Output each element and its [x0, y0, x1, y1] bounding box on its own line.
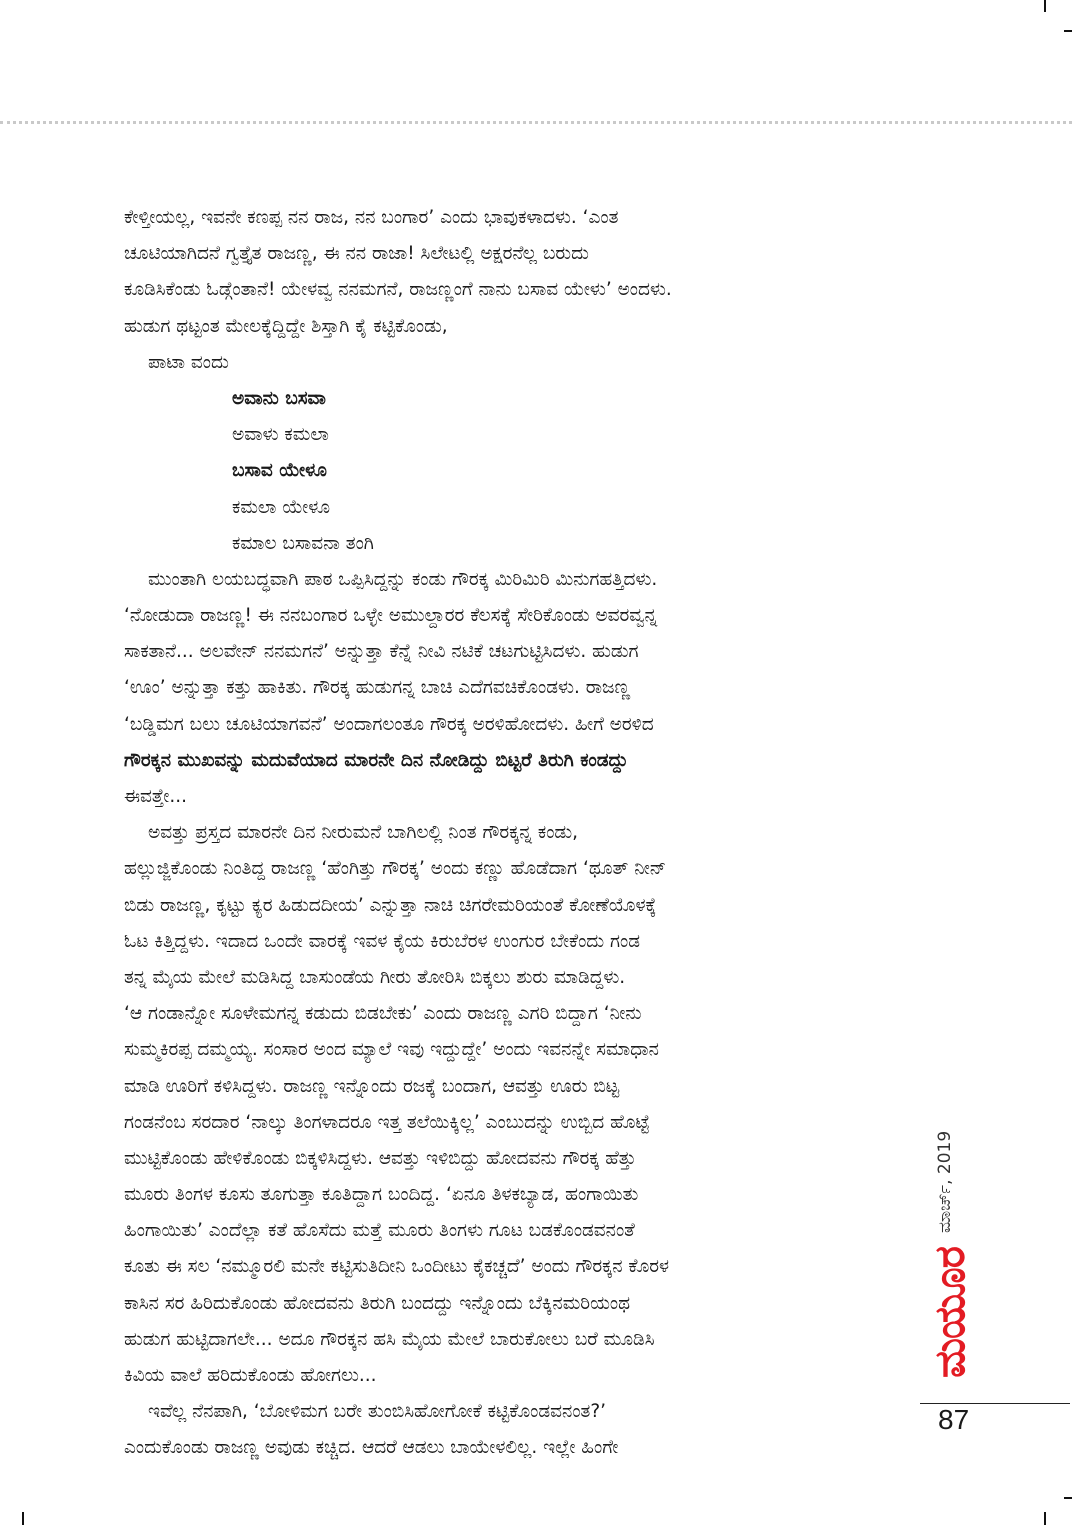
text-line: ತನ್ನ ಮೈಯ ಮೇಲೆ ಮಡಿಸಿದ್ದ ಬಾಸುಂಡೆಯ ಗೀರು ತೋರಿಸಿ ಬಿಕ್ಕಲು ಶುರು ಮಾಡಿದ್ದಳು.	[124, 966, 626, 988]
text-line: ಹಲ್ಲುಜ್ಜಿಕೊಂಡು ನಿಂತಿದ್ದ ರಾಜಣ್ಣ ‘ಹೆಂಗಿತ್ತು ಗೌರಕ್ಕ’ ಅಂದು ಕಣ್ಣು ಹೊಡೆದಾಗ ‘ಥೂತ್ ನೀನ್	[124, 858, 667, 880]
lesson-line: ಕಮಾಲ ಬಸಾವನಾ ತಂಗಿ	[232, 532, 374, 554]
text-line: ಮುಂತಾಗಿ ಲಯಬದ್ಧವಾಗಿ ಪಾಠ ಒಪ್ಪಿಸಿದ್ದನ್ನು ಕಂಡು ಗೌರಕ್ಕ ಮಿರಿಮಿರಿ ಮಿನುಗಹತ್ತಿದಳು.	[148, 568, 658, 590]
text-line: ಇವೆಲ್ಲ ನೆನಪಾಗಿ, ‘ಬೋಳಿಮಗ ಬರೇ ತುಂಬಿಸಿಹೋಗೋಕೆ ಕಟ್ಟಿಕೊಂಡವನಂತ?’	[148, 1401, 607, 1423]
crop-mark-right-lower	[1064, 1497, 1072, 1499]
crop-mark-right-upper	[1064, 30, 1072, 32]
text-line: ಸಾಕತಾನೆ... ಅಲವೇನ್ ನನಮಗನೆ’ ಅನ್ನುತ್ತಾ ಕೆನ್ನೆ ನೀವಿ ನಟಿಕೆ ಚಟಗುಟ್ಟಿಸಿದಳು. ಹುಡುಗ	[124, 641, 639, 663]
lesson-line: ಕಮಲಾ ಯೇಳೂ	[232, 496, 331, 518]
lesson-line: ಅವಾಳು ಕಮಲಾ	[232, 424, 329, 446]
text-line: ಕೂತು ಈ ಸಲ ‘ನಮ್ಮೂರಲಿ ಮನೇ ಕಟ್ಟಿಸುತಿದೀನಿ ಒಂದೀಟು ಕೈಕಚ್ಚದೆ’ ಅಂದು ಗೌರಕ್ಕನ ಕೊರಳ	[124, 1256, 670, 1278]
text-line: ಎಂದುಕೊಂಡು ರಾಜಣ್ಣ ಅವುಡು ಕಚ್ಚಿದ. ಆದರೆ ಆಡಲು ಬಾಯೇಳಲಿಲ್ಲ. ಇಲ್ಲೇ ಹಿಂಗೇ	[124, 1437, 619, 1459]
text-line: ಈವತ್ತೇ...	[124, 786, 188, 807]
text-line: ಬಿಡು ರಾಜಣ್ಣ, ಕೃಟ್ಟು ಕ್ಯರ ಹಿಡುದದೀಯ’ ಎನ್ನುತ್ತಾ ನಾಚಿ ಚಿಗರೇಮರಿಯಂತೆ ಕೋಣೆಯೊಳಕ್ಕೆ	[124, 894, 657, 916]
text-line: ಮುಟ್ಟಿಕೊಂಡು ಹೇಳಿಕೊಂಡು ಬಿಕ್ಕಳಿಸಿದ್ದಳು. ಆವತ್ತು ಇಳಿಬಿದ್ದು ಹೋದವನು ಗೌರಕ್ಕ ಹೆತ್ತು	[124, 1147, 637, 1169]
text-line: ಹುಡುಗ ಹುಟ್ಟಿದಾಗಲೇ... ಅದೂ ಗೌರಕ್ಕನ ಹಸಿ ಮೈಯ ಮೇಲೆ ಬಾರುಕೋಲು ಬರೆ ಮೂಡಿಸಿ	[124, 1328, 655, 1350]
text-line: ಮೂರು ತಿಂಗಳ ಕೂಸು ತೂಗುತ್ತಾ ಕೂತಿದ್ದಾಗ ಬಂದಿದ್ದ. ‘ಏನೂ ತಿಳಕಬ್ಯಾಡ, ಹಂಗಾಯಿತು	[124, 1184, 639, 1206]
text-line: ‘ನೋಡುದಾ ರಾಜಣ್ಣ! ಈ ನನಬಂಗಾರ ಒಳ್ಳೇ ಅಮುಲ್ದಾರರ ಕೆಲಸಕ್ಕೆ ಸೇರಿಕೊಂಡು ಅವರವ್ವನ್ನ	[124, 605, 658, 627]
text-line: ಮಾಡಿ ಊರಿಗೆ ಕಳಿಸಿದ್ದಳು. ರಾಜಣ್ಣ ಇನ್ನೊಂದು ರಜಕ್ಕೆ ಬಂದಾಗ, ಆವತ್ತು ಊರು ಬಿಟ್ಟ	[124, 1075, 620, 1097]
text-line: ‘ಆ ಗಂಡಾನ್ನೋ ಸೂಳೇಮಗನ್ನ ಕಡುದು ಬಿಡಬೇಕು’ ಎಂದು ರಾಜಣ್ಣ ಎಗರಿ ಬಿದ್ದಾಗ ‘ನೀನು	[124, 1003, 642, 1025]
text-line: ಅವತ್ತು ಪ್ರಸ್ತದ ಮಾರನೇ ದಿನ ನೀರುಮನೆ ಬಾಗಿಲಲ್ಲಿ ನಿಂತ ಗೌರಕ್ಕನ್ನ ಕಂಡು,	[148, 822, 578, 844]
text-line: ಓಟ ಕಿತ್ತಿದ್ದಳು. ಇದಾದ ಒಂದೇ ವಾರಕ್ಕೆ ಇವಳ ಕೈಯ ಕಿರುಬೆರಳ ಉಂಗುರ ಬೇಕೆಂದು ಗಂಡ	[124, 930, 640, 952]
lesson-line: ಬಸಾವ ಯೇಳೂ	[232, 460, 327, 482]
page-number: 87	[938, 1404, 970, 1435]
text-line: ಗಂಡನೆಂಬ ಸರದಾರ ‘ನಾಲ್ಕು ತಿಂಗಳಾದರೂ ಇತ್ತ ತಲೆಯಿಕ್ಕಿಲ್ಲ’ ಎಂಬುದನ್ನು ಉಬ್ಬಿದ ಹೊಟ್ಟೆ	[124, 1111, 650, 1133]
crop-mark-top-right	[1044, 0, 1046, 12]
text-line: ಗೌರಕ್ಕನ ಮುಖವನ್ನು ಮದುವೆಯಾದ ಮಾರನೇ ದಿನ ನೋಡಿದ್ದು ಬಿಟ್ಟರೆ ತಿರುಗಿ ಕಂಡದ್ದು	[124, 749, 629, 771]
lesson-line: ಅವಾನು ಬಸವಾ	[232, 387, 326, 409]
crop-mark-bottom-right	[1044, 1512, 1046, 1525]
header-dotted-rule	[0, 121, 1072, 124]
text-line: ಸುಮ್ಮಕಿರಪ್ಪ ದಮ್ಮಯ್ಯ. ಸಂಸಾರ ಅಂದ ಮ್ಯಾಲೆ ಇವು ಇದ್ದುದ್ದೇ’ ಅಂದು ಇವನನ್ನೇ ಸಮಾಧಾನ	[124, 1039, 659, 1061]
text-line: ಹುಡುಗ ಥಟ್ಟಂತ ಮೇಲಕ್ಕೆದ್ದಿದ್ದೇ ಶಿಸ್ತಾಗಿ ಕೈ ಕಟ್ಟಿಕೊಂಡು,	[124, 315, 448, 337]
magazine-name: ಮಯೂರ	[925, 1247, 974, 1378]
text-line: ‘ಊಂ’ ಅನ್ನುತ್ತಾ ಕತ್ತು ಹಾಕಿತು. ಗೌರಕ್ಕ ಹುಡುಗನ್ನ ಬಾಚಿ ಎದೆಗವಚಿಕೊಂಡಳು. ರಾಜಣ್ಣ	[124, 677, 631, 699]
text-line: ಹಿಂಗಾಯಿತು’ ಎಂದೆಲ್ಲಾ ಕತೆ ಹೊಸೆದು ಮತ್ತೆ ಮೂರು ತಿಂಗಳು ಗೂಟ ಬಡಕೊಂಡವನಂತೆ	[124, 1220, 635, 1242]
issue-date-text: ಮಾರ್ಚ್, 2019	[935, 1130, 955, 1233]
text-line: ಕಿವಿಯ ವಾಲೆ ಹರಿದುಕೊಂಡು ಹೋಗಲು...	[124, 1365, 377, 1386]
text-line: ಕಾಸಿನ ಸರ ಹಿರಿದುಕೊಂಡು ಹೋದವನು ತಿರುಗಿ ಬಂದದ್ದು ಇನ್ನೊಂದು ಬೆಕ್ಕಿನಮರಿಯಂಥ	[124, 1292, 631, 1314]
text-line: ಕೇಳ್ತೀಯಲ್ಲ, ಇವನೇ ಕಣಪ್ಪ ನನ ರಾಜ, ನನ ಬಂಗಾರ’ ಎಂದು ಭಾವುಕಳಾದಳು. ‘ಎಂತ	[124, 207, 619, 228]
text-line: ಕೂಡಿಸಿಕೆಂಡು ಓಡ್ಗೆಂತಾನೆ! ಯೇಳವ್ವ ನನಮಗನೆ, ರಾಜಣ್ಣಂಗೆ ನಾನು ಬಸಾವ ಯೇಳು’ ಅಂದಳು.	[124, 279, 672, 301]
article-body	[124, 200, 914, 1467]
crop-mark-bottom-left	[22, 1512, 24, 1525]
text-line: ಚೂಟಿಯಾಗಿದನೆ ಗ್ವತ್ತೈತ ರಾಜಣ್ಣ, ಈ ನನ ರಾಜಾ! ಸಿಲೇಟಲ್ಲಿ ಅಕ್ಷರನೆಲ್ಲ ಬರುದು	[124, 243, 589, 265]
lesson-heading: ಪಾಟಾ ವಂದು	[148, 351, 229, 373]
text-line: ‘ಬಡ್ಡಿಮಗ ಬಲು ಚೂಟಿಯಾಗವನೆ’ ಅಂದಾಗಲಂತೂ ಗೌರಕ್ಕ ಅರಳಿಹೋದಳು. ಹೀಗೆ ಅರಳಿದ	[124, 713, 654, 735]
